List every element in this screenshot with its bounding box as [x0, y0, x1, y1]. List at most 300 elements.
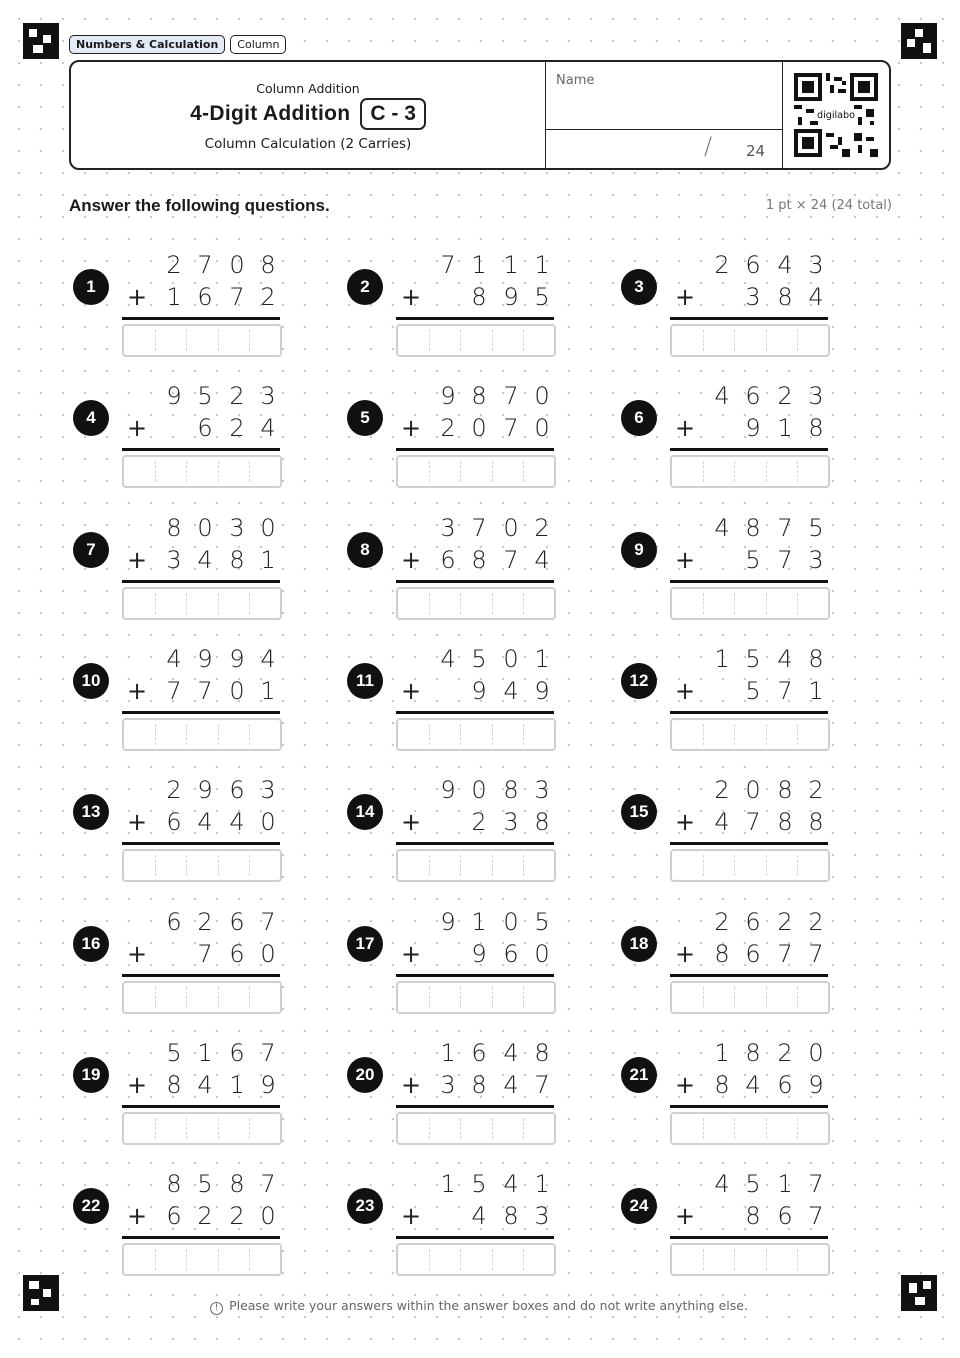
digit-guide	[703, 330, 704, 351]
digit-guide	[523, 724, 524, 745]
problem-16	[68, 904, 328, 1024]
points-info: 1 pt × 24 (24 total)	[765, 198, 892, 213]
problem-number: 8	[347, 532, 383, 568]
digit-guide	[734, 461, 735, 482]
sum-line	[670, 974, 828, 977]
digit: 8	[777, 808, 793, 836]
digit: 0	[197, 514, 213, 542]
answer-box[interactable]	[396, 981, 556, 1014]
sum-line	[670, 448, 828, 451]
digit: 8	[808, 808, 824, 836]
digit: 9	[229, 645, 245, 673]
addend-top	[675, 643, 825, 675]
addend-bottom	[675, 806, 825, 838]
name-score-area	[545, 62, 783, 168]
digit: 7	[197, 677, 213, 705]
digit: 4	[714, 808, 730, 836]
digit-guide	[734, 330, 735, 351]
plus-operator: +	[675, 1202, 696, 1230]
digit-guide	[460, 1118, 461, 1139]
problem-21	[616, 1035, 876, 1155]
sum-line	[122, 580, 280, 583]
digit: 1	[229, 1071, 245, 1099]
digit-guide	[492, 724, 493, 745]
plus-operator: +	[401, 283, 422, 311]
digit-guide	[797, 724, 798, 745]
digit: 1	[503, 251, 519, 279]
answer-box[interactable]	[670, 587, 830, 620]
problem-number: 10	[73, 663, 109, 699]
addend-top	[127, 643, 277, 675]
answer-box[interactable]	[670, 1243, 830, 1276]
digit: 5	[534, 283, 550, 311]
digit-guide	[429, 330, 430, 351]
digit: 7	[260, 1170, 276, 1198]
footer-text: Please write your answers within the answer boxes and do not write anything else.	[229, 1298, 748, 1313]
digit: 6	[471, 1039, 487, 1067]
digit: 1	[260, 677, 276, 705]
digit: 0	[471, 776, 487, 804]
worksheet-title: 4-Digit Addition	[190, 102, 351, 125]
digit-guide	[523, 1118, 524, 1139]
plus-operator: +	[675, 808, 696, 836]
problem-number: 18	[621, 926, 657, 962]
plus-operator: +	[401, 940, 422, 968]
problem-7	[68, 510, 328, 630]
sum-line	[122, 448, 280, 451]
answer-box[interactable]	[122, 1112, 282, 1145]
answer-box[interactable]	[122, 455, 282, 488]
addend-bottom	[127, 938, 277, 970]
digit-guide	[249, 330, 250, 351]
digit: 1	[166, 283, 182, 311]
digit: 5	[808, 514, 824, 542]
tag-column: Column	[230, 35, 286, 54]
problem-number: 14	[347, 794, 383, 830]
digit: 6	[197, 414, 213, 442]
digit: 2	[777, 382, 793, 410]
sum-line	[122, 842, 280, 845]
digit: 8	[166, 514, 182, 542]
digit: 7	[745, 808, 761, 836]
plus-operator: +	[401, 1202, 422, 1230]
problem-number: 23	[347, 1188, 383, 1224]
digit: 4	[197, 546, 213, 574]
digit: 8	[808, 645, 824, 673]
digit-guide	[155, 1249, 156, 1270]
addend-bottom	[401, 1200, 551, 1232]
digit: 4	[745, 1071, 761, 1099]
digit: 6	[197, 283, 213, 311]
answer-box[interactable]	[670, 324, 830, 357]
digit: 6	[777, 1202, 793, 1230]
digit-guide	[155, 724, 156, 745]
digit: 8	[471, 382, 487, 410]
digit-guide	[797, 1249, 798, 1270]
digit: 6	[166, 808, 182, 836]
answer-box[interactable]	[670, 981, 830, 1014]
digit: 3	[260, 382, 276, 410]
answer-box[interactable]	[670, 1112, 830, 1145]
plus-operator: +	[675, 940, 696, 968]
addend-top	[675, 906, 825, 938]
digit: 4	[503, 1039, 519, 1067]
problem-number: 22	[73, 1188, 109, 1224]
footer-note	[0, 1298, 960, 1315]
sum-line	[670, 1236, 828, 1239]
digit-guide	[218, 987, 219, 1008]
digit-guide	[429, 855, 430, 876]
digit-guide	[492, 855, 493, 876]
digit: 1	[534, 251, 550, 279]
digit-guide	[734, 593, 735, 614]
digit: 7	[197, 940, 213, 968]
addend-bottom	[401, 675, 551, 707]
addend-bottom	[401, 544, 551, 576]
registration-marker-top-right	[901, 23, 937, 59]
digit-guide	[249, 855, 250, 876]
digit: 9	[260, 1071, 276, 1099]
tag-numbers-calculation: Numbers & Calculation	[69, 35, 225, 54]
problem-5	[342, 378, 602, 498]
answer-box[interactable]	[396, 849, 556, 882]
digit-guide	[703, 461, 704, 482]
title-row	[71, 98, 545, 130]
addend-top	[401, 249, 551, 281]
digit-guide	[460, 724, 461, 745]
digit: 6	[503, 940, 519, 968]
digit: 4	[166, 645, 182, 673]
digit-guide	[429, 593, 430, 614]
addend-top	[401, 512, 551, 544]
plus-operator: +	[401, 808, 422, 836]
digit-guide	[155, 987, 156, 1008]
digit: 4	[503, 677, 519, 705]
digit-guide	[734, 724, 735, 745]
digit: 6	[166, 1202, 182, 1230]
plus-operator: +	[401, 414, 422, 442]
digit: 8	[229, 1170, 245, 1198]
digit: 5	[745, 677, 761, 705]
digit-guide	[523, 461, 524, 482]
digit-guide	[460, 855, 461, 876]
worksheet-category: Column Addition	[256, 81, 360, 96]
digit: 0	[229, 677, 245, 705]
sum-line	[396, 842, 554, 845]
digit-guide	[429, 724, 430, 745]
digit: 2	[777, 1039, 793, 1067]
problem-number: 6	[621, 400, 657, 436]
digit: 2	[777, 908, 793, 936]
worksheet-header	[69, 60, 891, 170]
answer-box[interactable]	[122, 981, 282, 1014]
problem-number: 24	[621, 1188, 657, 1224]
digit: 4	[777, 645, 793, 673]
answer-box[interactable]	[670, 718, 830, 751]
digit-guide	[218, 330, 219, 351]
plus-operator: +	[127, 808, 148, 836]
sum-line	[396, 317, 554, 320]
digit-guide	[766, 724, 767, 745]
plus-operator: +	[401, 677, 422, 705]
digit-guide	[766, 1249, 767, 1270]
digit: 1	[534, 645, 550, 673]
answer-box[interactable]	[670, 455, 830, 488]
score-total: 24	[746, 142, 766, 160]
digit-guide	[460, 461, 461, 482]
problem-13	[68, 772, 328, 892]
addend-bottom	[675, 544, 825, 576]
addend-top	[127, 1168, 277, 1200]
digit: 9	[745, 414, 761, 442]
problem-number: 1	[73, 269, 109, 305]
addend-bottom	[675, 1069, 825, 1101]
problem-2	[342, 247, 602, 367]
digit: 3	[440, 1071, 456, 1099]
problem-18	[616, 904, 876, 1024]
answer-box[interactable]	[670, 849, 830, 882]
digit-guide	[186, 987, 187, 1008]
digit-guide	[492, 330, 493, 351]
digit: 9	[534, 677, 550, 705]
digit-guide	[218, 593, 219, 614]
digit-guide	[218, 1249, 219, 1270]
problem-20	[342, 1035, 602, 1155]
addend-top	[675, 380, 825, 412]
digit: 1	[777, 1170, 793, 1198]
problem-number: 17	[347, 926, 383, 962]
digit-guide	[186, 1118, 187, 1139]
digit: 4	[714, 514, 730, 542]
name-divider	[546, 129, 782, 130]
digit: 0	[471, 414, 487, 442]
digit: 8	[534, 1039, 550, 1067]
digit-guide	[429, 987, 430, 1008]
digit: 8	[714, 1071, 730, 1099]
digit-guide	[429, 1249, 430, 1270]
digit: 2	[714, 251, 730, 279]
sum-line	[670, 580, 828, 583]
digit: 4	[714, 382, 730, 410]
digit-guide	[186, 330, 187, 351]
problem-8	[342, 510, 602, 630]
digit-guide	[460, 330, 461, 351]
addend-bottom	[401, 412, 551, 444]
digit: 7	[503, 414, 519, 442]
digit: 1	[777, 414, 793, 442]
score-slash: /	[704, 132, 713, 160]
addend-bottom	[127, 1200, 277, 1232]
digit: 8	[471, 1071, 487, 1099]
addend-top	[401, 906, 551, 938]
digit-guide	[766, 987, 767, 1008]
digit: 7	[808, 1202, 824, 1230]
digit: 7	[260, 1039, 276, 1067]
digit-guide	[492, 461, 493, 482]
answer-box[interactable]	[122, 849, 282, 882]
problem-number: 19	[73, 1057, 109, 1093]
digit: 6	[745, 251, 761, 279]
addend-bottom	[675, 412, 825, 444]
digit: 8	[503, 776, 519, 804]
digit: 1	[260, 546, 276, 574]
plus-operator: +	[127, 283, 148, 311]
digit: 8	[777, 776, 793, 804]
registration-marker-top-left	[23, 23, 59, 59]
answer-box[interactable]	[396, 587, 556, 620]
problem-6	[616, 378, 876, 498]
problem-number: 16	[73, 926, 109, 962]
digit-guide	[249, 987, 250, 1008]
digit: 2	[166, 776, 182, 804]
digit: 5	[534, 908, 550, 936]
digit-guide	[186, 1249, 187, 1270]
digit-guide	[766, 330, 767, 351]
answer-box[interactable]	[396, 324, 556, 357]
digit: 3	[260, 776, 276, 804]
addend-bottom	[675, 281, 825, 313]
digit: 4	[503, 1071, 519, 1099]
answer-box[interactable]	[396, 1243, 556, 1276]
digit-guide	[460, 593, 461, 614]
digit: 8	[745, 1202, 761, 1230]
addend-bottom	[675, 1200, 825, 1232]
qr-label: digilabo	[816, 110, 856, 122]
digit-guide	[155, 330, 156, 351]
answer-box[interactable]	[122, 324, 282, 357]
digit: 5	[197, 1170, 213, 1198]
digit-guide	[492, 1249, 493, 1270]
plus-operator: +	[401, 546, 422, 574]
addend-bottom	[127, 806, 277, 838]
digit: 6	[229, 776, 245, 804]
name-label: Name	[556, 73, 595, 88]
digit: 7	[260, 908, 276, 936]
problem-number: 12	[621, 663, 657, 699]
addend-bottom	[401, 1069, 551, 1101]
digit-guide	[155, 1118, 156, 1139]
digit-guide	[523, 1249, 524, 1270]
plus-operator: +	[127, 1071, 148, 1099]
digit-guide	[249, 1249, 250, 1270]
digit-guide	[460, 1249, 461, 1270]
plus-operator: +	[401, 1071, 422, 1099]
digit: 3	[808, 382, 824, 410]
digit-guide	[703, 987, 704, 1008]
digit: 8	[745, 1039, 761, 1067]
answer-box[interactable]	[396, 1112, 556, 1145]
problem-11	[342, 641, 602, 761]
digit: 6	[440, 546, 456, 574]
digit: 8	[166, 1170, 182, 1198]
digit-guide	[797, 855, 798, 876]
answer-box[interactable]	[122, 1243, 282, 1276]
digit-guide	[797, 593, 798, 614]
digit-guide	[186, 855, 187, 876]
digit: 1	[471, 251, 487, 279]
digit: 4	[471, 1202, 487, 1230]
sum-line	[122, 1105, 280, 1108]
digit-guide	[218, 855, 219, 876]
answer-box[interactable]	[396, 718, 556, 751]
digit: 7	[777, 514, 793, 542]
sum-line	[670, 711, 828, 714]
digit-guide	[218, 724, 219, 745]
plus-operator: +	[675, 414, 696, 442]
digit: 3	[808, 251, 824, 279]
digit: 8	[808, 414, 824, 442]
digit: 7	[166, 677, 182, 705]
digit: 0	[745, 776, 761, 804]
digit: 2	[229, 414, 245, 442]
digit: 4	[808, 283, 824, 311]
digit: 7	[777, 940, 793, 968]
digit-guide	[249, 593, 250, 614]
digit-guide	[155, 855, 156, 876]
digit: 3	[534, 776, 550, 804]
digit: 0	[808, 1039, 824, 1067]
digit-guide	[797, 987, 798, 1008]
addend-bottom	[675, 675, 825, 707]
digit-guide	[766, 1118, 767, 1139]
answer-box[interactable]	[122, 718, 282, 751]
plus-operator: +	[675, 677, 696, 705]
digit: 6	[745, 382, 761, 410]
problem-number: 11	[347, 663, 383, 699]
addend-top	[675, 1168, 825, 1200]
instruction-text: Answer the following questions.	[69, 196, 334, 216]
sum-line	[670, 842, 828, 845]
digit-guide	[523, 987, 524, 1008]
digit: 8	[471, 546, 487, 574]
plus-operator: +	[675, 546, 696, 574]
addend-top	[401, 1037, 551, 1069]
digit: 1	[808, 677, 824, 705]
digit: 1	[471, 908, 487, 936]
digit-guide	[492, 987, 493, 1008]
digit-guide	[429, 1118, 430, 1139]
digit: 4	[197, 1071, 213, 1099]
digit-guide	[492, 593, 493, 614]
digit-guide	[703, 724, 704, 745]
title-area	[71, 62, 545, 168]
digit: 1	[714, 1039, 730, 1067]
digit: 6	[229, 940, 245, 968]
problem-number: 3	[621, 269, 657, 305]
plus-operator: +	[127, 414, 148, 442]
digit-guide	[249, 461, 250, 482]
sum-line	[122, 317, 280, 320]
digit: 7	[534, 1071, 550, 1099]
digit: 2	[714, 776, 730, 804]
digit: 9	[440, 382, 456, 410]
digit-guide	[703, 593, 704, 614]
digit: 6	[745, 908, 761, 936]
digit: 5	[166, 1039, 182, 1067]
digit-guide	[460, 987, 461, 1008]
digit: 0	[503, 514, 519, 542]
answer-box[interactable]	[396, 455, 556, 488]
problem-22	[68, 1166, 328, 1286]
digit: 8	[745, 514, 761, 542]
digit: 7	[808, 940, 824, 968]
digit: 2	[808, 908, 824, 936]
addend-bottom	[401, 281, 551, 313]
digit: 5	[197, 382, 213, 410]
answer-box[interactable]	[122, 587, 282, 620]
digit: 3	[534, 1202, 550, 1230]
worksheet-code: C - 3	[360, 98, 426, 130]
